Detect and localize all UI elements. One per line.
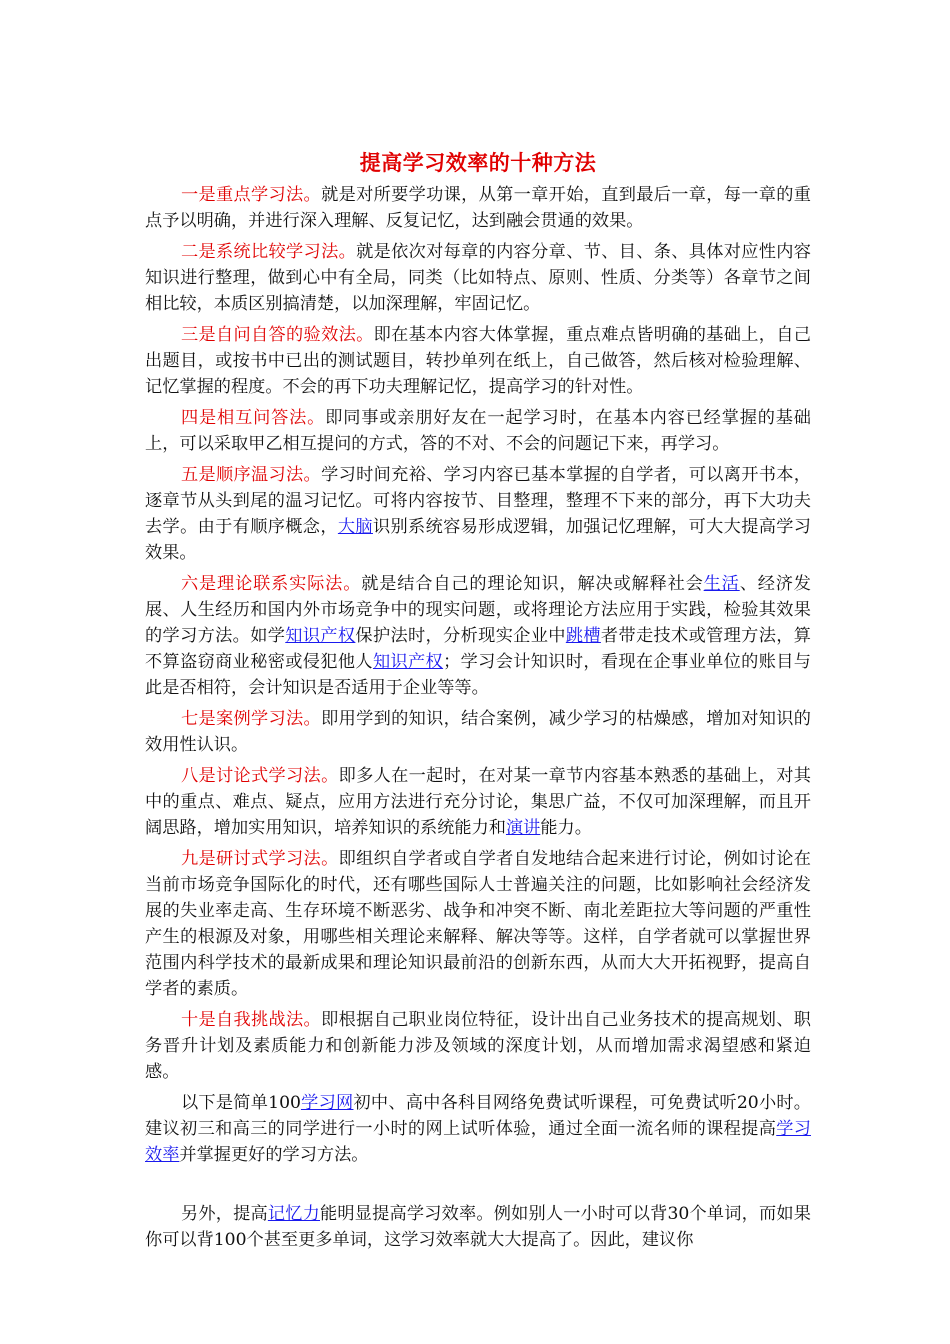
- method-heading: 八是讨论式学习法。: [181, 766, 339, 786]
- method-text: 、经济发展、人生经历和国内外市场竞争中的现实问题，或将理论方法应用于实践，检验其效果的学习方法。如学: [145, 574, 811, 646]
- method-paragraph-1: [145, 182, 811, 234]
- method-heading: 一是重点学习法。: [181, 185, 322, 205]
- method-paragraph-7: [145, 706, 811, 758]
- method-text: 能力。: [540, 818, 592, 838]
- link-intellectual-property[interactable]: 知识产权: [285, 626, 356, 646]
- method-paragraph-5: [145, 462, 811, 566]
- paragraph-gap: [145, 1173, 811, 1201]
- course-text: 并掌握更好的学习方法。: [179, 1145, 369, 1165]
- course-paragraph: [145, 1090, 811, 1168]
- method-text: 即同事或亲朋好友在一起学习时，在基本内容已经掌握的基础上，可以采取甲乙相互提问的方式，答的不对、不会的问题记下来，再学习。: [145, 408, 811, 454]
- memory-text: 另外，提高: [181, 1204, 268, 1224]
- method-text: 就是结合自己的理论知识，解决或解释社会: [361, 574, 704, 594]
- method-heading: 四是相互问答法。: [181, 408, 326, 428]
- memory-text: 能明显提高学习效率。例如别人一小时可以背30个单词，而如果你可以背100个甚至更多单词，这学习效率就大大提高了。因此，建议你: [145, 1204, 811, 1250]
- link-memory[interactable]: 记忆力: [267, 1204, 320, 1224]
- memory-paragraph: [145, 1201, 811, 1253]
- link-study-site[interactable]: 学习网: [300, 1093, 354, 1113]
- link-life[interactable]: 生活: [703, 574, 740, 594]
- method-heading: 二是系统比较学习法。: [181, 242, 357, 262]
- method-text: 就是依次对每章的内容分章、节、目、条、具体对应性内容知识进行整理，做到心中有全局，同类（比如特点、原则、性质、分类等）各章节之间相比较，本质区别搞清楚，以加深理解，牢固记忆。: [145, 242, 811, 314]
- method-paragraph-8: [145, 763, 811, 841]
- link-job-hopping[interactable]: 跳槽: [565, 626, 601, 646]
- method-heading: 九是研讨式学习法。: [181, 849, 339, 869]
- course-text: 以下是简单100: [181, 1093, 301, 1113]
- link-speech[interactable]: 演讲: [505, 818, 541, 838]
- method-text: ；学习会计知识时，看现在企事业单位的账目与此是否相符，会计知识是否适用于企业等等。: [145, 652, 811, 698]
- course-text: 初中、高中各科目网络免费试听课程，可免费试听20小时。建议初三和高三的同学进行一小时的网上试听体验，通过全面一流名师的课程提高: [145, 1093, 811, 1139]
- method-text: 即组织自学者或自学者自发地结合起来进行讨论，例如讨论在当前市场竞争国际化的时代，还有哪些国际人士普遍关注的问题，比如影响社会经济发展的失业率走高、生存环境不断恶劣、战争和冲突不断、南北差距拉大等问题的严重性产生的根源及对象，用哪些相关理论来解释、解决等等。这样，自学者就可以掌握世界范围内科学技术的最新成果和理论知识最前沿的创新东西，从而大大开拓视野，提高自学者的素质。: [145, 849, 811, 999]
- method-heading: 十是自我挑战法。: [181, 1010, 322, 1030]
- method-text: 即用学到的知识，结合案例，减少学习的枯燥感，增加对知识的效用性认识。: [145, 709, 811, 755]
- method-text: 即根据自己职业岗位特征，设计出自己业务技术的提高规划、职务晋升计划及素质能力和创新能力涉及领域的深度计划，从而增加需求渴望感和紧迫感。: [145, 1010, 811, 1082]
- method-heading: 三是自问自答的验效法。: [181, 325, 374, 345]
- method-paragraph-9: [145, 846, 811, 1002]
- document-title: 提高学习效率的十种方法: [359, 150, 597, 175]
- link-brain[interactable]: 大脑: [337, 517, 373, 537]
- method-heading: 七是案例学习法。: [181, 709, 322, 729]
- method-text: 学习时间充裕、学习内容已基本掌握的自学者，可以离开书本，逐章节从头到尾的温习记忆。可将内容按节、目整理，整理不下来的部分，再下大功夫去学。由于有顺序概念，: [145, 465, 811, 537]
- method-paragraph-4: [145, 405, 811, 457]
- method-text: 就是对所要学功课，从第一章开始，直到最后一章，每一章的重点予以明确，并进行深入理解、反复记忆，达到融会贯通的效果。: [145, 185, 811, 231]
- method-text: 保护法时，分析现实企业中: [355, 626, 566, 646]
- method-text: 即在基本内容大体掌握，重点难点皆明确的基础上，自己出题目，或按书中已出的测试题目，转抄单列在纸上，自己做答，然后核对检验理解、记忆掌握的程度。不会的再下功夫理解记忆，提高学习的针对性。: [145, 325, 811, 397]
- method-paragraph-10: [145, 1007, 811, 1085]
- method-text: 者带走技术或管理方法，算不算盗窃商业秘密或侵犯他人: [145, 626, 811, 672]
- link-intellectual-property-2[interactable]: 知识产权: [372, 652, 444, 672]
- method-heading: 六是理论联系实际法。: [181, 574, 362, 594]
- link-study-efficiency[interactable]: 学习效率: [145, 1119, 811, 1165]
- document-page: [145, 148, 811, 1258]
- method-heading: 五是顺序温习法。: [181, 465, 322, 485]
- method-paragraph-6: [145, 571, 811, 701]
- method-paragraph-3: [145, 322, 811, 400]
- method-text: 即多人在一起时，在对某一章节内容基本熟悉的基础上，对其中的重点、难点、疑点，应用方法进行充分讨论，集思广益，不仅可加深理解，而且开阔思路，增加实用知识，培养知识的系统能力和: [145, 766, 811, 838]
- method-text: 识别系统容易形成逻辑，加强记忆理解，可大大提高学习效果。: [145, 517, 811, 563]
- method-paragraph-2: [145, 239, 811, 317]
